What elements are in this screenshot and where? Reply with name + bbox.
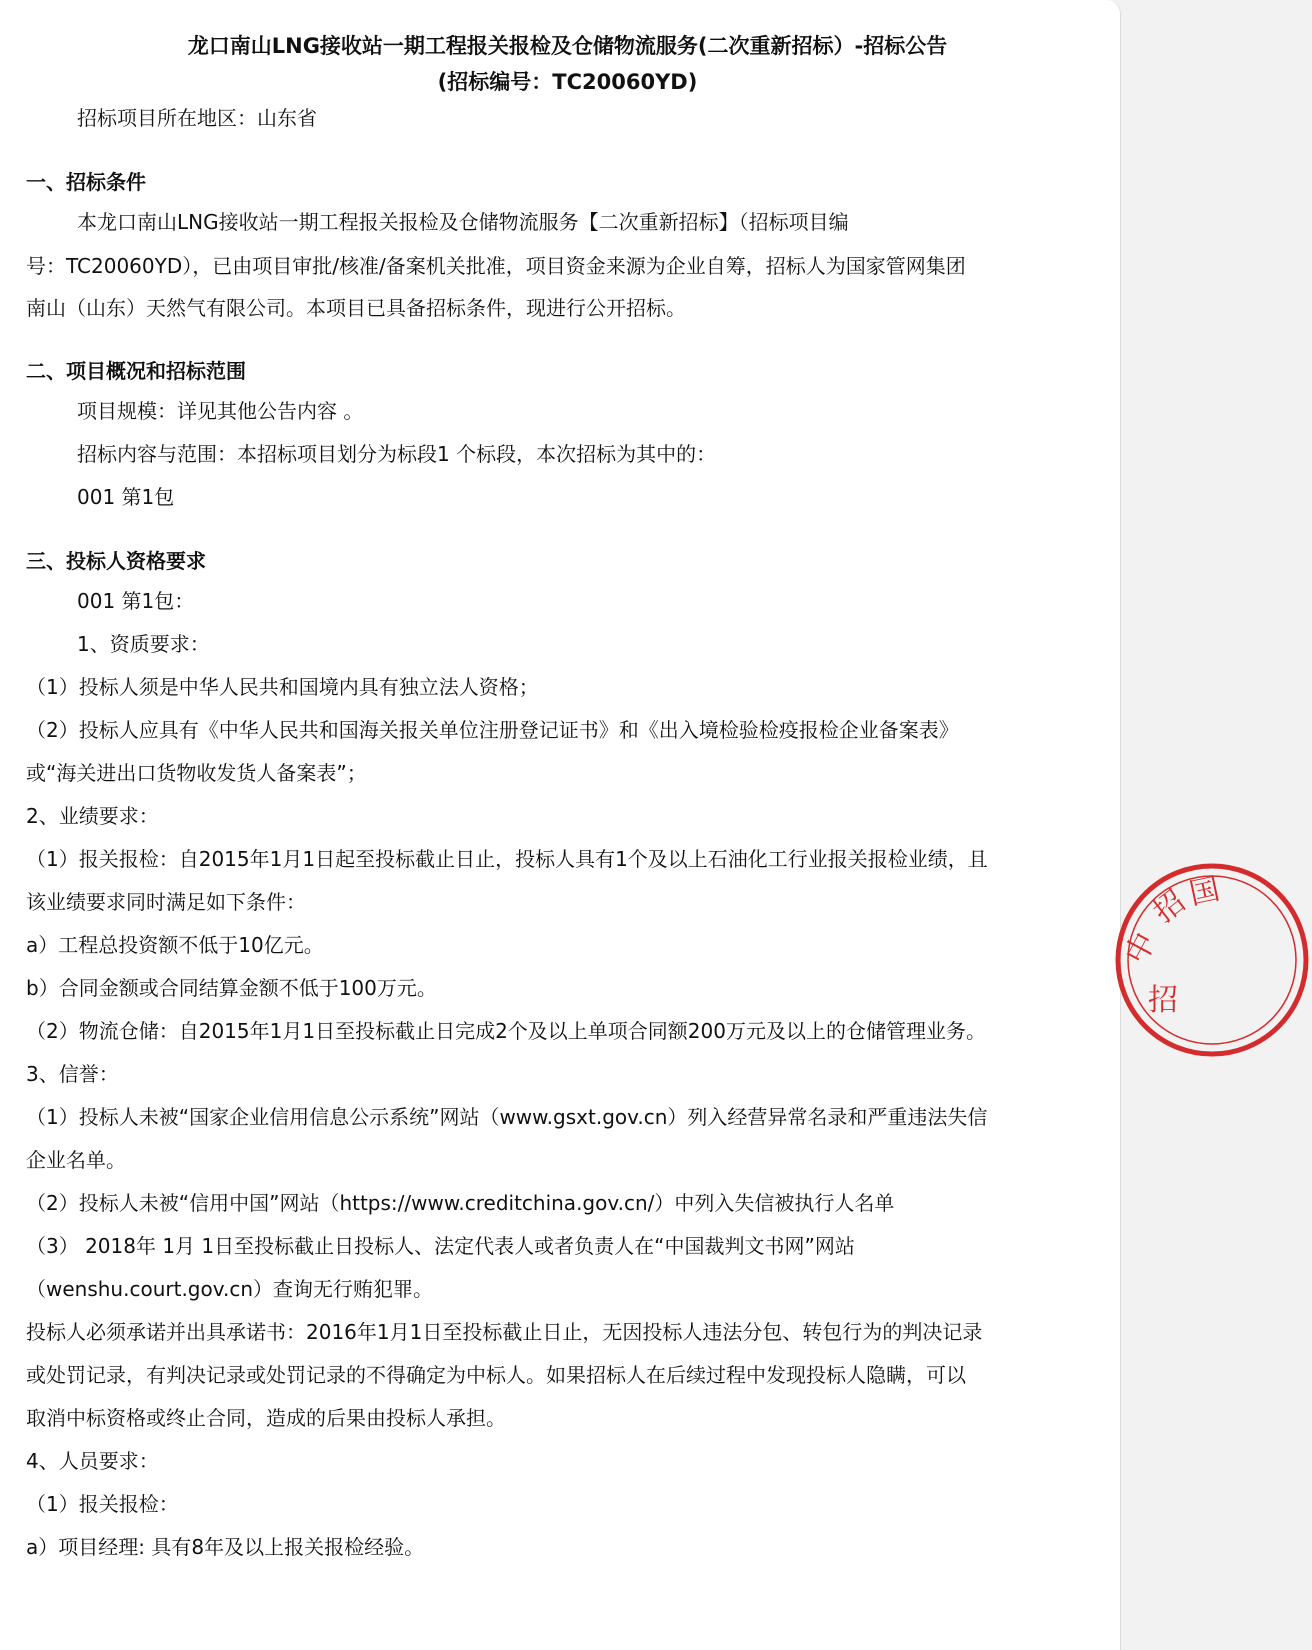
section-heading-overview: 二、项目概况和招标范围 [26,359,246,383]
svg-text:招: 招 [1146,883,1193,930]
paragraph-line: 投标人必须承诺并出具承诺书：2016年1月1日至投标截止日止，无因投标人违法分包、转包行为的判决记录 [26,1320,983,1344]
paragraph-line: （1）投标人未被“国家企业信用信息公示系统”网站（www.gsxt.gov.cn）列入经营异常名录和严重违法失信 [26,1105,988,1129]
paragraph-line: a）工程总投资额不低于10亿元。 [26,933,324,957]
paragraph-line: 南山（山东）天然气有限公司。本项目已具备招标条件，现进行公开招标。 [26,296,686,320]
paragraph-line: （3） 2018年 1月 1日至投标截止日投标人、法定代表人或者负责人在“中国裁判文书网”网站 [26,1234,855,1258]
paragraph-line: b）合同金额或合同结算金额不低于100万元。 [26,976,437,1000]
svg-text:国: 国 [1186,871,1223,913]
paragraph-line: （1）投标人须是中华人民共和国境内具有独立法人资格； [26,675,539,699]
project-region: 招标项目所在地区：山东省 [77,106,317,130]
paragraph-line: （2）投标人未被“信用中国”网站（https://www.creditchina.gov.cn/）中列入失信被执行人名单 [26,1191,895,1215]
section-heading-conditions: 一、招标条件 [26,170,146,194]
paragraph-line: （1）报关报检： [26,1492,179,1516]
paragraph-line: （wenshu.court.gov.cn）查询无行贿犯罪。 [26,1277,434,1301]
paragraph-line: 本龙口南山LNG接收站一期工程报关报检及仓储物流服务【二次重新招标】（招标项目编 [77,210,849,234]
paragraph-line: （2）投标人应具有《中华人民共和国海关报关单位注册登记证书》和《出入境检验检疫报检企业备案表》 [26,718,959,742]
paragraph-line: 项目规模：详见其他公告内容 。 [77,399,364,423]
paragraph-line: 该业绩要求同时满足如下条件： [26,890,306,914]
paragraph-line: 4、人员要求： [26,1449,159,1473]
paragraph-line: 企业名单。 [26,1148,126,1172]
paragraph-line: 号：TC20060YD），已由项目审批/核准/备案机关批准，项目资金来源为企业自筹，招标人为国家管网集团 [26,254,966,278]
paragraph-line: （1）报关报检：自2015年1月1日起至投标截止日止，投标人具有1个及以上石油化工行业报关报检业绩，且 [26,847,988,871]
section-heading-qualifications: 三、投标人资格要求 [26,549,206,573]
paragraph-line: 或处罚记录，有判决记录或处罚记录的不得确定为中标人。如果招标人在后续过程中发现投标人隐瞒，可以 [26,1363,966,1387]
bid-number: (招标编号：TC20060YD) [437,70,698,94]
notice-title: 龙口南山LNG接收站一期工程报关报检及仓储物流服务(二次重新招标）-招标公告 [187,34,948,58]
svg-text:招: 招 [1148,983,1178,1018]
paragraph-line: a）项目经理: 具有8年及以上报关报检经验。 [26,1535,425,1559]
paragraph-line: 001 第1包 [77,485,175,509]
svg-text:中: 中 [1118,926,1164,970]
paragraph-line: 3、信誉： [26,1062,119,1086]
paragraph-line: 或“海关进出口货物收发货人备案表”； [26,761,367,785]
paragraph-line: 001 第1包： [77,589,195,613]
paragraph-line: （2）物流仓储：自2015年1月1日至投标截止日完成2个及以上单项合同额200万元及以上的仓储管理业务。 [26,1019,986,1043]
company-seal-stamp [1112,860,1312,1060]
paragraph-line: 2、业绩要求： [26,804,159,828]
paragraph-line: 招标内容与范围：本招标项目划分为标段1 个标段，本次招标为其中的： [77,442,717,466]
paragraph-line: 取消中标资格或终止合同，造成的后果由投标人承担。 [26,1406,506,1430]
paragraph-line: 1、资质要求： [77,632,210,656]
